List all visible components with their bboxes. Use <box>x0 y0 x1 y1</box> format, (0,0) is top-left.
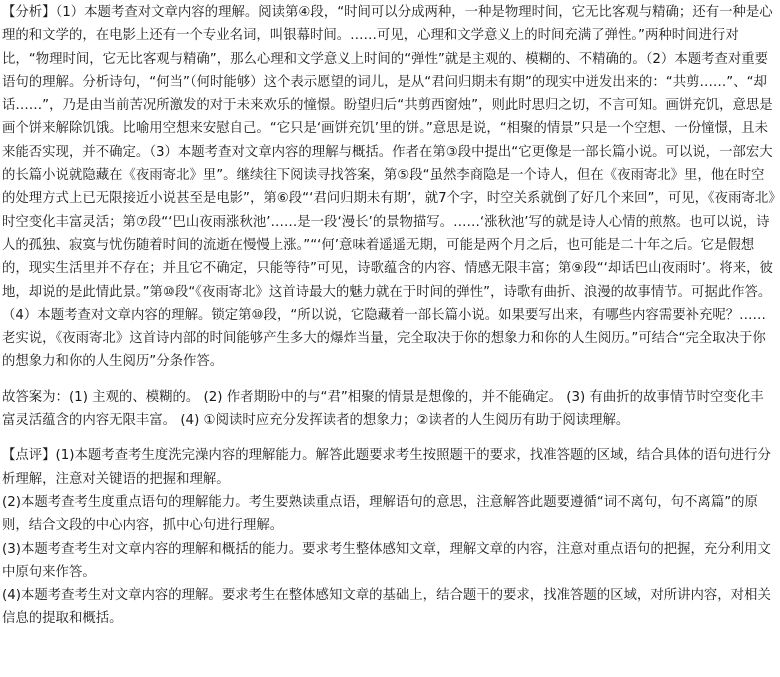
analysis-paragraph: 【分析】（1）本题考查对文章内容的理解。阅读第④段，“时间可以分成两种，一种是物理时间，它无比客观与精确；还有一种是心理的和文学的，在电影上还有一个专业名词，叫银幕时间。……可见，心理和文学意义上的时间充满了弹性。”两种时间进行对比，“物理时间，它无比客观与精确”，那么心理和文学意义上时间的“弹性”就是主观的、模糊的、不精确的。（2）本题考查对重要语句的理解。分析诗句，“何当”（何时能够）这个表示愿望的词儿，是从“君问归期未有期”的现实中迸发出来的：“共剪……”、“却话……”，乃是由当前苦况所激发的对于未来欢乐的憧憬。盼望归后“共剪西窗烛”，则此时思归之切，不言可知。画饼充饥，意思是画个饼来解除饥饿。比喻用空想来安慰自己。“它只是‘画饼充饥’里的饼。”意思是说，“相聚的情景”只是一个空想、一份憧憬，且未来能否实现，并不确定。（3）本题考查对文章内容的理解与概括。作者在第③段中提出“它更像是一部长篇小说。可以说，一部宏大的长篇小说就隐藏在《夜雨寄北》里”。继续往下阅读寻找答案，第⑤段“虽然李商隐是一个诗人，但在《夜雨寄北》里，他在时空的处理方式上已无限接近小说甚至是电影”，第⑥段“‘君问归期未有期’，就7个字，时空关系就倒了好几个来回”，可见，《夜雨寄北》时空变化丰富灵活；第⑦段“‘巴山夜雨涨秋池’……是一段‘漫长’的景物描写。……‘涨秋池’写的就是诗人心情的煎熬。也可以说，诗人的孤独、寂寞与忧伤随着时间的流逝在慢慢上涨。”“‘何’意味着遥遥无期，可能是两个月之后，也可能是二十年之后。它是假想的，现实生活里并不存在；并且它不确定，只能等待”可见，诗歌蕴含的内容、情感无限丰富；第⑨段“‘却话巴山夜雨时’。将来，彼地，却说的是此情此景。”第⑩段“《夜雨寄北》这首诗最大的魅力就在于时间的弹性”，诗歌有曲折、浪漫的故事情节。可据此作答。（4）本题考查对文章内容的理解。锁定第⑩段，“所以说，它隐藏着一部长篇小说。如果要写出来，有哪些内容需要补充呢？……老实说，《夜雨寄北》这首诗内部的时间能够产生多大的爆炸当量，完全取决于你的想象力和你的人生阅历。”可结合“完全取决于你的想象力和你的人生阅历”分条作答。 <box>2 5 775 370</box>
review-line-4: (4)本题考查考生对文章内容的理解。要求考生在整体感知文章的基础上，结合题干的要求，找准答题的区域，对所讲内容，对相关信息的提取和概括。 <box>2 588 771 627</box>
review-section <box>2 444 776 630</box>
review-line-3: (3)本题考查考生对文章内容的理解和概括的能力。要求考生整体感知文章，理解文章的内容，注意对重点语句的把握，充分利用文中原句来作答。 <box>2 541 771 580</box>
solution-page <box>0 1 780 677</box>
answer-paragraph: 故答案为：(1) 主观的、模糊的。 (2) 作者期盼中的与“君”相聚的情景是想像的，并不能确定。 (3) 有曲折的故事情节时空变化丰富灵活蕴含的内容无限丰富。 (4) ①阅读时应充分发挥读者的想象力；②读者的人生阅历有助于阅读理解。 <box>2 389 764 429</box>
review-line-1: 【点评】(1)本题考查考生度洗完澡内容的理解能力。解答此题要求考生按照题干的要求，找准答题的区域，结合具体的语句进行分析理解，注意对关键语的把握和理解。 <box>2 448 771 487</box>
review-line-2: (2)本题考查考生度重点语句的理解能力。考生要熟读重点语，理解语句的意思，注意解答此题要遵循“词不离句，句不离篇”的原则，结合文段的中心内容，抓中心句进行理解。 <box>2 494 758 534</box>
